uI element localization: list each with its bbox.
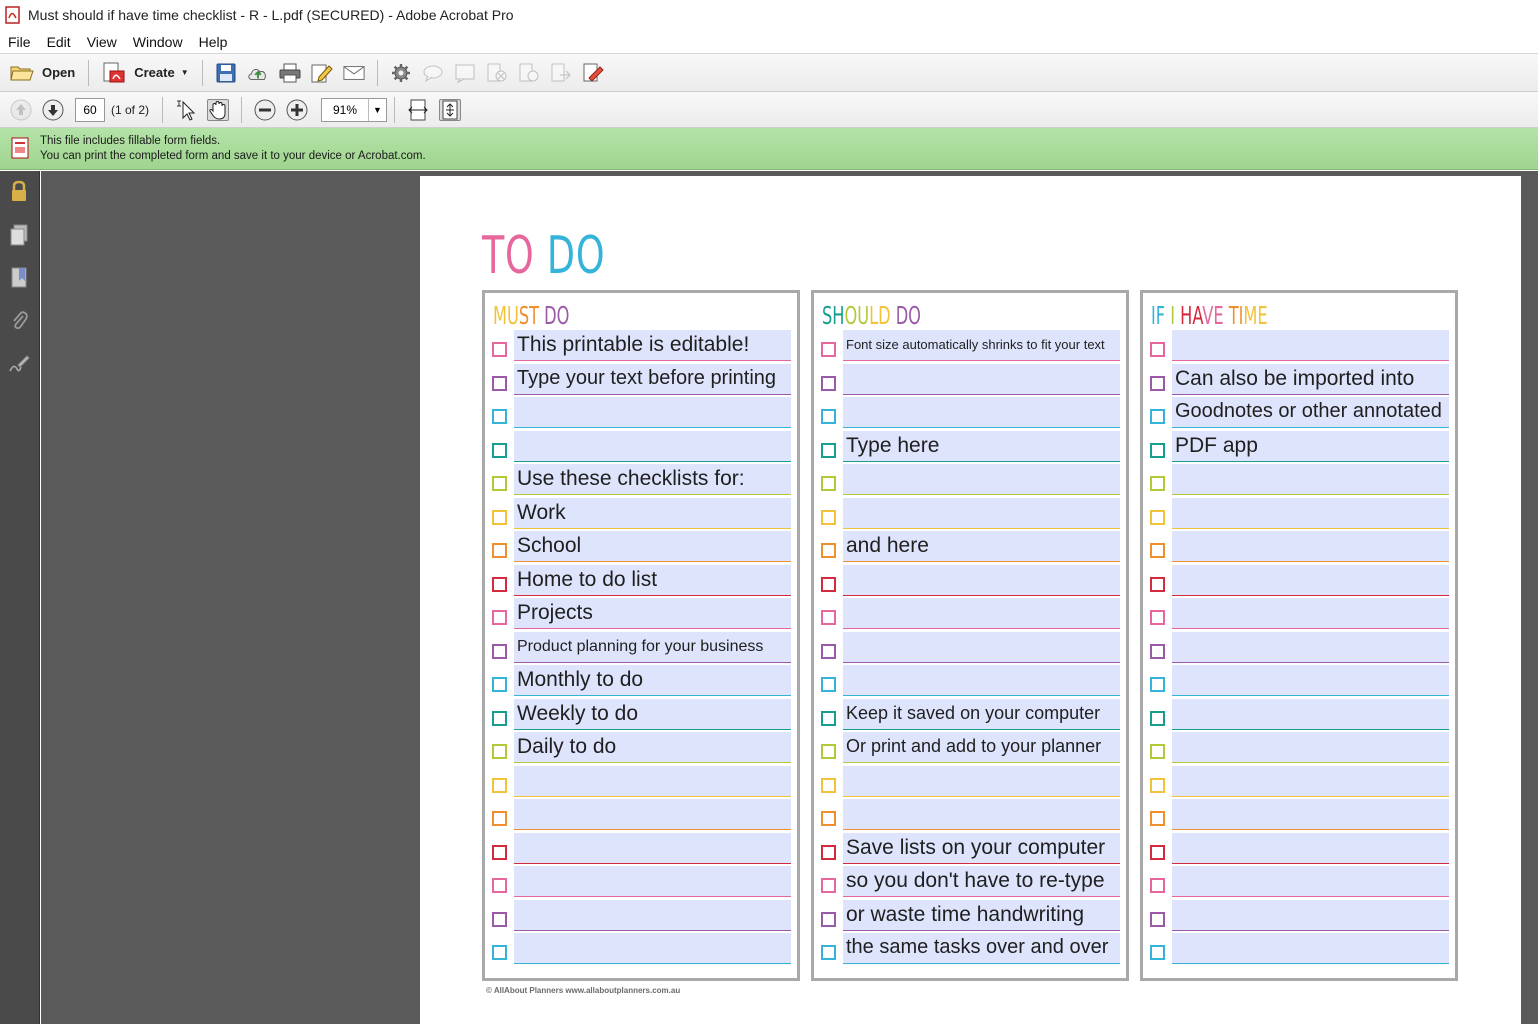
title-bar — [0, 0, 1538, 30]
column-heading — [822, 301, 921, 330]
text-field[interactable] — [843, 565, 1120, 596]
text-field[interactable] — [1172, 900, 1449, 931]
text-field[interactable] — [1172, 732, 1449, 763]
checkbox[interactable] — [1150, 878, 1165, 893]
checkbox[interactable] — [492, 744, 507, 759]
checklist-row — [1143, 865, 1455, 899]
open-label: Open — [42, 65, 76, 80]
menu-view[interactable]: View — [86, 33, 117, 50]
checkbox[interactable] — [821, 878, 836, 893]
checkbox[interactable] — [492, 711, 507, 726]
checkbox[interactable] — [1150, 409, 1165, 424]
checklist-row — [1143, 731, 1455, 765]
checkbox[interactable] — [821, 744, 836, 759]
checkbox[interactable] — [821, 543, 836, 558]
text-field[interactable]: and here — [843, 531, 1120, 562]
checklist-row — [1143, 899, 1455, 933]
checklist-row — [814, 396, 1126, 430]
checkbox[interactable] — [821, 443, 836, 458]
checklist-row — [814, 564, 1126, 598]
checklist-row — [485, 396, 797, 430]
text-field[interactable]: the same tasks over and over — [843, 933, 1120, 964]
checkbox[interactable] — [1150, 912, 1165, 927]
text-field[interactable]: Monthly to do — [514, 665, 791, 696]
checkbox[interactable] — [492, 677, 507, 692]
checkbox[interactable] — [821, 912, 836, 927]
print-icon[interactable] — [279, 62, 301, 84]
column-heading-part: OU — [844, 301, 870, 330]
checkbox[interactable] — [492, 510, 507, 525]
checkbox[interactable] — [492, 945, 507, 960]
text-field[interactable] — [843, 598, 1120, 629]
zoom-select[interactable] — [321, 98, 387, 122]
checklist-row — [1143, 497, 1455, 531]
text-field[interactable]: Save lists on your computer — [843, 833, 1120, 864]
attachment-icon[interactable] — [8, 309, 30, 333]
checklist-row — [1143, 664, 1455, 698]
checklist-row — [485, 798, 797, 832]
checklist-row — [1143, 932, 1455, 966]
checkbox[interactable] — [492, 342, 507, 357]
checklist-row — [485, 329, 797, 363]
text-field[interactable] — [514, 900, 791, 931]
checkbox[interactable] — [492, 878, 507, 893]
checkbox[interactable] — [1150, 945, 1165, 960]
text-field[interactable] — [514, 766, 791, 797]
text-field[interactable] — [514, 866, 791, 897]
checklist-row — [485, 363, 797, 397]
checkbox[interactable] — [492, 610, 507, 625]
checkbox[interactable] — [1150, 510, 1165, 525]
checklist-row — [1143, 564, 1455, 598]
settings-icon[interactable] — [390, 62, 412, 84]
checklist-row — [485, 832, 797, 866]
checklist-row — [814, 530, 1126, 564]
checkbox[interactable] — [492, 376, 507, 391]
text-field[interactable] — [1172, 464, 1449, 495]
checkbox[interactable] — [821, 778, 836, 793]
checklist-row — [1143, 430, 1455, 464]
zoom-out-icon[interactable] — [254, 99, 276, 121]
text-field[interactable] — [1172, 799, 1449, 830]
checklist-row — [1143, 329, 1455, 363]
text-field[interactable] — [1172, 766, 1449, 797]
checkbox[interactable] — [821, 376, 836, 391]
window-title: Must should if have time checklist - R - L.pdf (SECURED) - Adobe Acrobat Pro — [28, 7, 514, 23]
checklist-row — [814, 329, 1126, 363]
checkbox[interactable] — [821, 510, 836, 525]
text-field[interactable] — [514, 799, 791, 830]
lock-icon[interactable] — [8, 179, 30, 203]
checkbox[interactable] — [821, 577, 836, 592]
column-heading-part: I — [1170, 301, 1181, 330]
checklist-row — [485, 430, 797, 464]
text-field[interactable] — [514, 833, 791, 864]
column-heading-part: LD — [869, 301, 891, 330]
text-field[interactable] — [1172, 598, 1449, 629]
checklist-row — [814, 497, 1126, 531]
text-field[interactable]: PDF app — [1172, 431, 1449, 462]
checkbox[interactable] — [1150, 342, 1165, 357]
checkbox[interactable] — [821, 476, 836, 491]
checkbox[interactable] — [1150, 711, 1165, 726]
toolbar-separator — [394, 97, 395, 123]
checklist-row — [814, 631, 1126, 665]
text-field[interactable]: Use these checklists for: — [514, 464, 791, 495]
page-count: (1 of 2) — [111, 102, 150, 117]
checklist-row — [814, 363, 1126, 397]
checkbox[interactable] — [821, 342, 836, 357]
column-heading-part: HA — [1180, 301, 1203, 330]
checklist-row — [485, 597, 797, 631]
checkbox[interactable] — [1150, 610, 1165, 625]
column-heading — [493, 301, 569, 330]
text-field[interactable]: School — [514, 531, 791, 562]
checklist-row — [814, 865, 1126, 899]
checklist-row — [485, 698, 797, 732]
checkbox[interactable] — [821, 610, 836, 625]
checklist-row — [1143, 765, 1455, 799]
sign-icon[interactable] — [582, 62, 604, 84]
text-field[interactable] — [843, 766, 1120, 797]
checklist-row — [1143, 631, 1455, 665]
text-field[interactable] — [1172, 933, 1449, 964]
comment-icon — [422, 62, 444, 84]
checklist-row — [1143, 363, 1455, 397]
text-field[interactable]: Type here — [843, 431, 1120, 462]
column-heading — [1151, 301, 1268, 330]
page-up-icon[interactable] — [10, 99, 32, 121]
checklist-row — [485, 664, 797, 698]
notice-line-2: You can print the completed form and save it to your device or Acrobat.com. — [40, 149, 426, 162]
checklist-row — [1143, 463, 1455, 497]
column-heading-part: SH — [822, 301, 845, 330]
text-field[interactable] — [1172, 565, 1449, 596]
column-heading-part: ME — [1243, 301, 1268, 330]
checkbox[interactable] — [1150, 811, 1165, 826]
checklist-row — [814, 430, 1126, 464]
checkbox[interactable] — [492, 409, 507, 424]
column-if-i-have-time — [1140, 290, 1458, 981]
notice-line-1: This file includes fillable form fields. — [40, 134, 221, 147]
text-field[interactable]: Daily to do — [514, 732, 791, 763]
fit-width-icon[interactable] — [407, 99, 429, 121]
checklist-row — [485, 463, 797, 497]
page-number-input[interactable]: 60 — [75, 98, 105, 122]
text-field[interactable]: so you don't have to re-type — [843, 866, 1120, 897]
upload-cloud-icon[interactable] — [247, 62, 269, 84]
page-down-icon[interactable] — [42, 99, 64, 121]
checklist-row — [1143, 698, 1455, 732]
checklist-row — [1143, 832, 1455, 866]
checkbox[interactable] — [492, 845, 507, 860]
checkbox[interactable] — [1150, 443, 1165, 458]
checkbox[interactable] — [1150, 476, 1165, 491]
column-heading-part: VE — [1202, 301, 1224, 330]
text-field[interactable]: Product planning for your business — [514, 632, 791, 663]
checklist-row — [814, 698, 1126, 732]
text-field[interactable] — [843, 397, 1120, 428]
form-notice-bar — [0, 128, 1538, 170]
bookmark-icon[interactable] — [8, 266, 30, 290]
checkbox[interactable] — [492, 577, 507, 592]
text-field[interactable] — [1172, 632, 1449, 663]
create-pdf-icon — [102, 62, 126, 84]
column-should-do — [811, 290, 1129, 981]
checklist-row — [1143, 530, 1455, 564]
text-field[interactable] — [843, 498, 1120, 529]
text-field[interactable]: Work — [514, 498, 791, 529]
checkbox[interactable] — [492, 476, 507, 491]
zoom-in-icon[interactable] — [286, 99, 308, 121]
text-field[interactable] — [843, 665, 1120, 696]
checkbox[interactable] — [492, 778, 507, 793]
text-field[interactable]: Home to do list — [514, 565, 791, 596]
email-icon[interactable] — [343, 62, 365, 84]
hand-tool-icon[interactable] — [207, 99, 229, 121]
pages-icon[interactable] — [8, 223, 30, 247]
checklist-row — [485, 731, 797, 765]
menu-bar — [0, 30, 1538, 54]
checklist-row — [1143, 798, 1455, 832]
text-field[interactable] — [1172, 833, 1449, 864]
checkbox[interactable] — [821, 811, 836, 826]
toolbar-separator — [377, 60, 378, 86]
main-toolbar — [0, 54, 1538, 92]
text-field[interactable] — [843, 799, 1120, 830]
zoom-value: 91% — [333, 102, 358, 117]
checklist-row — [485, 631, 797, 665]
checklist-row — [485, 932, 797, 966]
navigation-toolbar — [0, 92, 1538, 128]
toolbar-separator — [88, 60, 89, 86]
checklist-row — [814, 932, 1126, 966]
text-field[interactable]: Projects — [514, 598, 791, 629]
create-label: Create — [134, 65, 175, 80]
copyright-footer: © AllAbout Planners www.allaboutplanners.com.au — [486, 986, 681, 995]
column-heading-part: ST — [518, 301, 540, 330]
text-field[interactable]: Goodnotes or other annotated — [1172, 397, 1449, 428]
checklist-row — [814, 899, 1126, 933]
signature-icon[interactable] — [8, 352, 30, 376]
menu-help[interactable]: Help — [198, 33, 228, 50]
text-field[interactable] — [1172, 866, 1449, 897]
toolbar-separator — [202, 60, 203, 86]
checkbox[interactable] — [1150, 845, 1165, 860]
text-field[interactable]: or waste time handwriting — [843, 900, 1120, 931]
checkbox[interactable] — [1150, 577, 1165, 592]
text-field[interactable]: Or print and add to your planner — [843, 732, 1120, 763]
text-field[interactable] — [843, 464, 1120, 495]
text-field[interactable] — [1172, 498, 1449, 529]
edit-icon[interactable] — [311, 62, 333, 84]
checkbox[interactable] — [1150, 744, 1165, 759]
column-heading-part: DO — [890, 301, 921, 330]
checkbox[interactable] — [1150, 677, 1165, 692]
notice-text — [40, 134, 426, 164]
checkbox[interactable] — [1150, 644, 1165, 659]
checklist-row — [814, 798, 1126, 832]
save-icon[interactable] — [215, 62, 237, 84]
redact-icon — [486, 62, 508, 84]
checkbox[interactable] — [492, 912, 507, 927]
page-title — [482, 226, 605, 286]
text-field[interactable]: Type your text before printing — [514, 364, 791, 395]
checklist-row — [814, 765, 1126, 799]
checklist-row — [814, 597, 1126, 631]
checklist-row — [485, 765, 797, 799]
select-cursor-icon[interactable] — [175, 99, 197, 121]
text-field[interactable]: Keep it saved on your computer — [843, 699, 1120, 730]
checklist-row — [814, 664, 1126, 698]
checkbox[interactable] — [1150, 778, 1165, 793]
checkbox[interactable] — [821, 945, 836, 960]
checklist-row — [485, 865, 797, 899]
text-field[interactable] — [1172, 531, 1449, 562]
file-attach-icon — [518, 62, 540, 84]
checklist-row — [485, 564, 797, 598]
column-heading-part: DO — [539, 301, 570, 330]
acrobat-app-icon — [4, 6, 22, 24]
checkbox[interactable] — [492, 543, 507, 558]
navigation-panel — [0, 171, 40, 1024]
chevron-down-icon: ▼ — [180, 68, 189, 77]
text-field[interactable]: Can also be imported into — [1172, 364, 1449, 395]
checklist-row — [814, 731, 1126, 765]
column-heading-part: MU — [493, 301, 519, 330]
form-icon — [10, 137, 32, 161]
toolbar-separator — [162, 97, 163, 123]
menu-edit[interactable]: Edit — [46, 33, 71, 50]
chevron-down-icon[interactable]: ▼ — [368, 99, 386, 121]
text-field[interactable] — [514, 397, 791, 428]
text-field[interactable] — [514, 933, 791, 964]
checkbox[interactable] — [821, 644, 836, 659]
text-field[interactable]: Font size automatically shrinks to fit your text — [843, 330, 1120, 361]
checkbox[interactable] — [1150, 543, 1165, 558]
checkbox[interactable] — [821, 409, 836, 424]
text-field[interactable] — [1172, 699, 1449, 730]
text-field[interactable]: This printable is editable! — [514, 330, 791, 361]
text-field[interactable] — [843, 632, 1120, 663]
checklist-row — [1143, 396, 1455, 430]
checkbox[interactable] — [821, 711, 836, 726]
toolbar-separator — [241, 97, 242, 123]
checklist-row — [485, 899, 797, 933]
sticky-note-icon — [454, 62, 476, 84]
open-button[interactable] — [4, 59, 81, 87]
checkbox[interactable] — [492, 644, 507, 659]
checklist-row — [814, 463, 1126, 497]
menu-file[interactable]: File — [8, 33, 31, 50]
text-field[interactable] — [1172, 330, 1449, 361]
checklist-row — [1143, 597, 1455, 631]
text-field[interactable] — [1172, 665, 1449, 696]
text-field[interactable] — [843, 364, 1120, 395]
column-must-do — [482, 290, 800, 981]
checkbox[interactable] — [821, 677, 836, 692]
folder-open-icon — [10, 63, 34, 83]
title-part-1: TO — [482, 226, 535, 286]
fit-page-icon[interactable] — [439, 99, 461, 121]
create-button[interactable] — [96, 59, 194, 87]
export-icon — [550, 62, 572, 84]
checkbox[interactable] — [821, 845, 836, 860]
checkbox[interactable] — [492, 443, 507, 458]
checkbox[interactable] — [492, 811, 507, 826]
menu-window[interactable]: Window — [132, 33, 183, 50]
checklist-row — [485, 497, 797, 531]
title-part-2: DO — [546, 226, 606, 286]
column-heading-part: TI — [1223, 301, 1244, 330]
column-heading-part: IF — [1151, 301, 1171, 330]
text-field[interactable]: Weekly to do — [514, 699, 791, 730]
text-field[interactable] — [514, 431, 791, 462]
checkbox[interactable] — [1150, 376, 1165, 391]
checklist-row — [485, 530, 797, 564]
checklist-row — [814, 832, 1126, 866]
